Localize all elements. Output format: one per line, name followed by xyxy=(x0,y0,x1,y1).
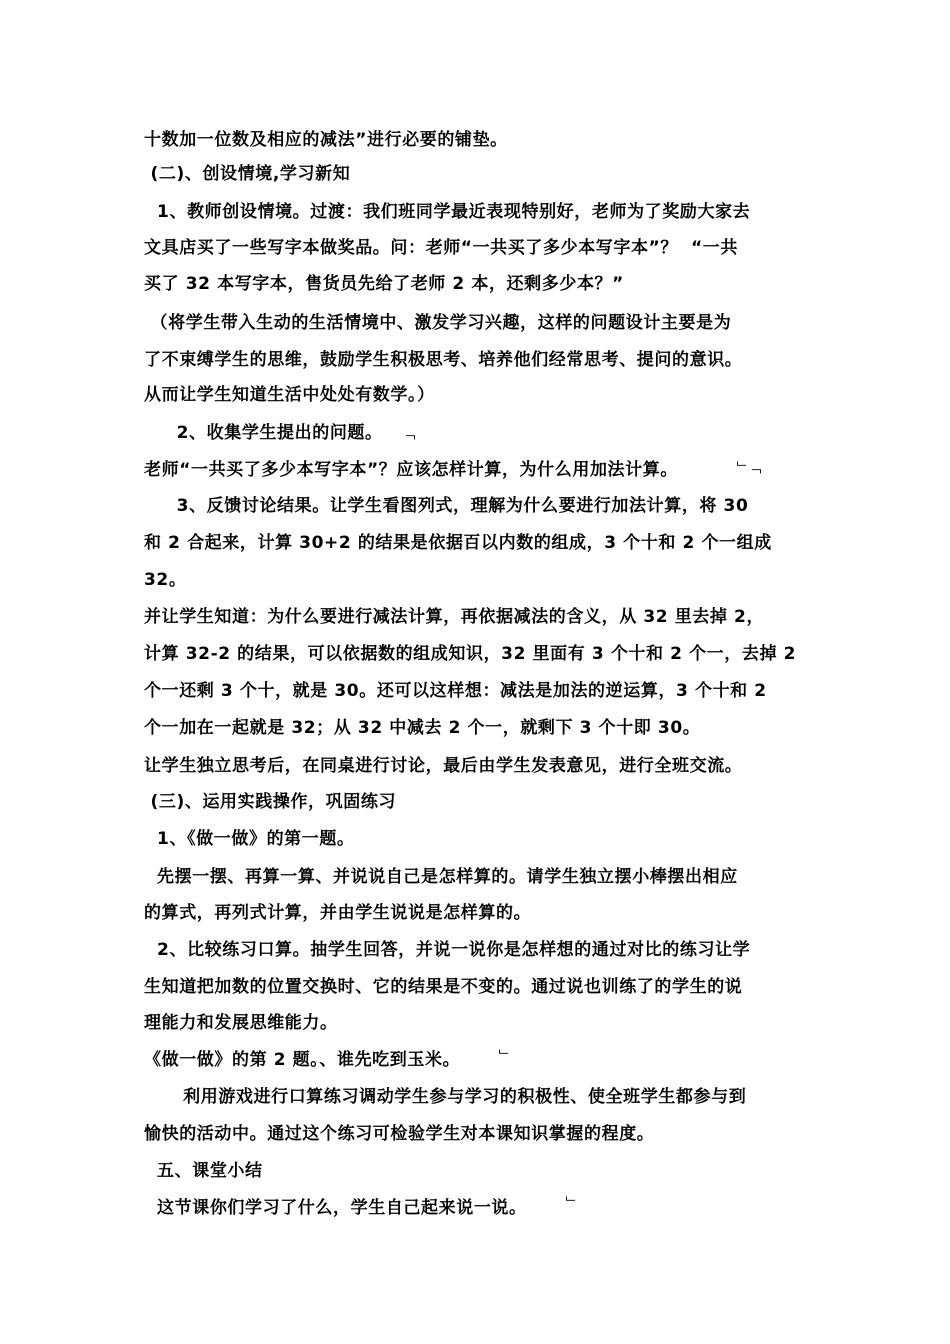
text-line: 1、《做一做》的第一题。 xyxy=(144,829,355,849)
section-heading: (三)、运用实践操作，巩固练习 xyxy=(144,792,397,812)
text-line: （将学生带入生动的生活情境中、激发学习兴趣，这样的问题设计主要是为 xyxy=(144,313,732,333)
text-line: 《做一做》的第 2 题。、谁先吃到玉米。 xyxy=(144,1050,461,1070)
text-line: 理能力和发展思维能力。 xyxy=(144,1013,338,1033)
corner-mark: ﹂ xyxy=(566,1196,579,1210)
corner-mark: ﹂﹁ xyxy=(737,461,762,475)
text-line: 利用游戏进行口算练习调动学生参与学习的积极性、使全班学生都参与到 xyxy=(144,1087,747,1107)
text-line: 买了 32 本写字本，售货员先给了老师 2 本，还剩多少本？” xyxy=(144,274,624,294)
text-line: 并让学生知道：为什么要进行减法计算，再依据减法的含义，从 32 里去掉 2， xyxy=(144,607,765,627)
text-line: 这节课你们学习了什么，学生自己起来说一说。 xyxy=(144,1198,527,1218)
text-line: 愉快的活动中。通过这个练习可检验学生对本课知识掌握的程度。 xyxy=(144,1124,655,1144)
corner-mark: ﹁ xyxy=(403,427,416,441)
text-line: 了不束缚学生的思维，鼓励学生积极思考、培养他们经常思考、提问的意识。 xyxy=(144,350,743,370)
text-line: 的算式，再列式计算，并由学生说说是怎样算的。 xyxy=(144,903,532,923)
text-line: 1、教师创设情境。过渡：我们班同学最近表现特别好，老师为了奖励大家去 xyxy=(144,202,751,222)
text-line: 个一加在一起就是 32；从 32 中减去 2 个一，就剩下 3 个十即 30。 xyxy=(144,718,701,738)
text-line: 3、反馈讨论结果。让学生看图列式，理解为什么要进行加法计算，将 30 xyxy=(144,496,749,516)
text-line: 32。 xyxy=(144,570,187,590)
text-line: 和 2 合起来，计算 30+2 的结果是依据百以内数的组成，3 个十和 2 个一组成 xyxy=(144,533,772,553)
text-line: 老师“一共买了多少本写字本”？应该怎样计算，为什么用加法计算。 xyxy=(144,460,678,480)
text-line: 生知道把加数的位置交换时、它的结果是不变的。通过说也训练了的学生的说 xyxy=(144,977,743,997)
text-line: 个一还剩 3 个十，就是 30。还可以这样想：减法是加法的逆运算，3 个十和 2 xyxy=(144,681,767,701)
text-line: 2、收集学生提出的问题。 xyxy=(144,423,383,443)
text-line: 从而让学生知道生活中处处有数学。） xyxy=(144,385,435,405)
section-heading: 五、课堂小结 xyxy=(144,1161,263,1181)
text-line: 让学生独立思考后，在同桌进行讨论，最后由学生发表意见，进行全班交流。 xyxy=(144,756,743,776)
section-heading: (二)、创设情境,学习新知 xyxy=(144,164,351,184)
text-line: 2、比较练习口算。抽学生回答，并说一说你是怎样想的通过对比的练习让学 xyxy=(144,940,751,960)
text-line: 文具店买了一些写字本做奖品。问：老师“一共买了多少本写字本”？ “一共 xyxy=(144,238,738,258)
text-line: 十数加一位数及相应的减法”进行必要的铺垫。 xyxy=(144,130,508,150)
text-line: 计算 32-2 的结果，可以依据数的组成知识，32 里面有 3 个十和 2 个一，去掉 2 xyxy=(144,644,797,664)
corner-mark: ﹂ xyxy=(499,1049,512,1063)
text-line: 先摆一摆、再算一算、并说说自己是怎样算的。请学生独立摆小棒摆出相应 xyxy=(144,867,738,887)
